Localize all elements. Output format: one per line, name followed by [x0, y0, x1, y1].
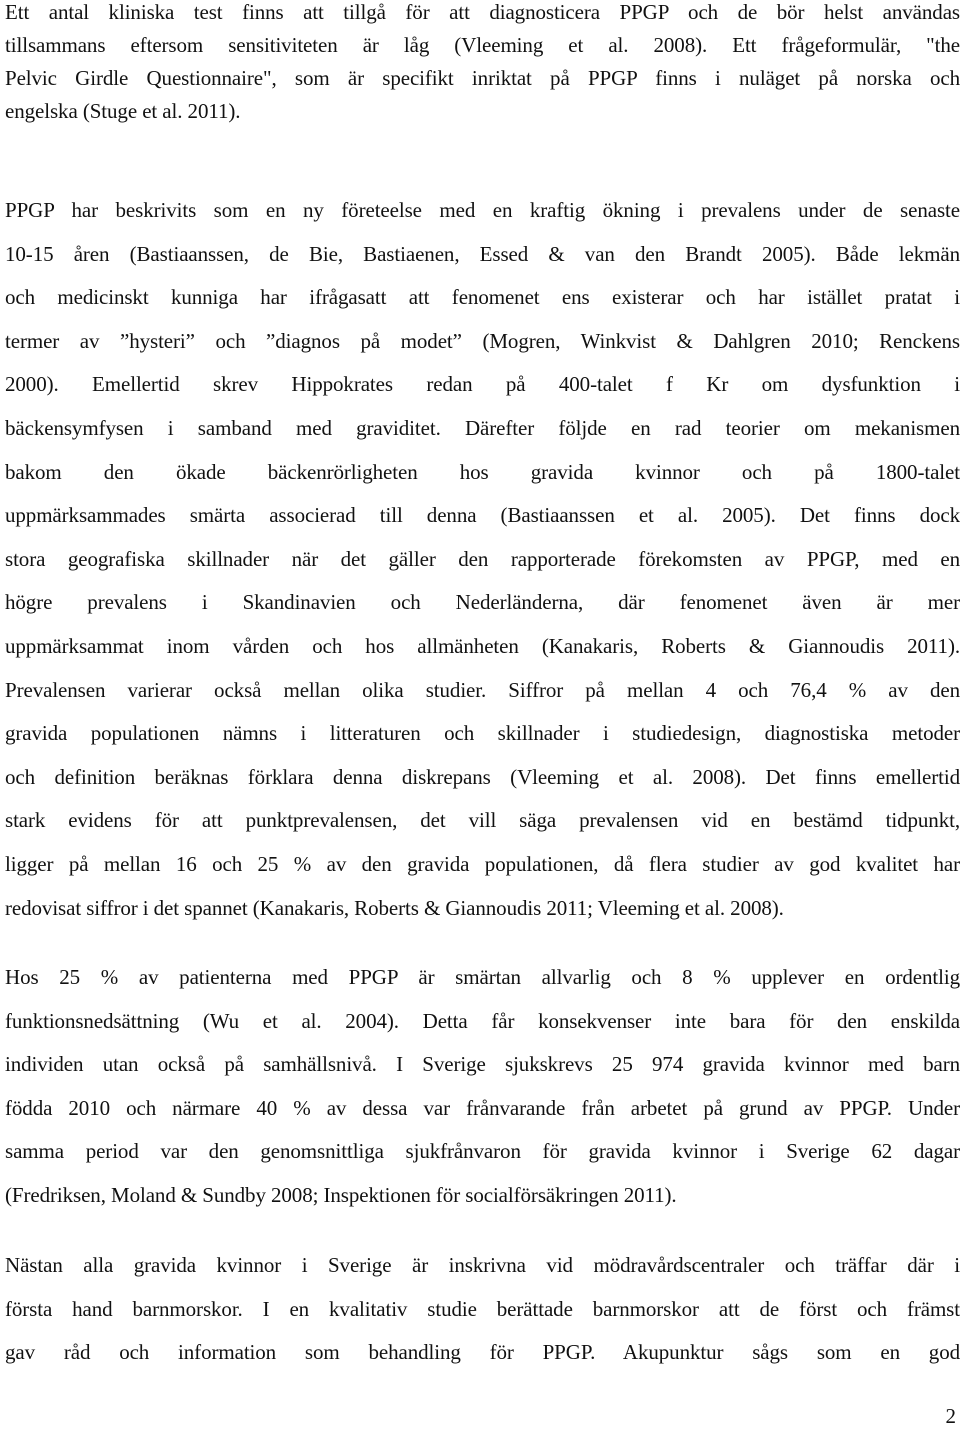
paragraph-consequences: [5, 965, 960, 1227]
text-line: engelska (Stuge et al. 2011).: [5, 99, 241, 123]
text-line: samma period var den genomsnittliga sjukfrånvaron för gravida kvinnor i Sverige 62 dagar: [5, 1139, 960, 1164]
text-line: (Fredriksen, Moland & Sundby 2008; Inspektionen för socialförsäkringen 2011).: [5, 1182, 677, 1207]
text-line: första hand barnmorskor. I en kvalitativ studie berättade barnmorskor att de först och främst: [5, 1296, 960, 1321]
text-line: bakom den ökade bäckenrörligheten hos gravida kvinnor och på 1800-talet: [5, 459, 960, 484]
text-line: tillsammans eftersom sensitiviteten är låg (Vleeming et al. 2008). Ett frågeformulär, "the: [5, 33, 960, 57]
text-line: gravida populationen nämns i litteraturen och skillnader i studiedesign, diagnostiska metoder: [5, 721, 960, 746]
text-line: och medicinskt kunniga har ifrågasatt att fenomenet ens existerar och har istället pratat i: [5, 285, 960, 310]
text-line: stora geografiska skillnader när det gäller den rapporterade förekomsten av PPGP, med en: [5, 546, 960, 571]
text-line: födda 2010 och närmare 40 % av dessa var frånvarande från arbetet på grund av PPGP. Under: [5, 1095, 960, 1120]
text-line: Prevalensen varierar också mellan olika studier. Siffror på mellan 4 och 76,4 % av den: [5, 677, 960, 702]
text-line: uppmärksammades smärta associerad till denna (Bastiaanssen et al. 2005). Det finns dock: [5, 503, 960, 528]
text-line: och definition beräknas förklara denna diskrepans (Vleeming et al. 2008). Det finns emellertid: [5, 764, 960, 789]
text-line: 2000). Emellertid skrev Hippokrates redan på 400-talet f Kr om dysfunktion i: [5, 372, 960, 397]
text-line: Pelvic Girdle Questionnaire", som är specifikt inriktat på PPGP finns i nuläget på norska och: [5, 66, 960, 90]
text-line: högre prevalens i Skandinavien och Nederländerna, där fenomenet även är mer: [5, 590, 960, 615]
text-line: funktionsnedsättning (Wu et al. 2004). Detta får konsekvenser inte bara för den enskilda: [5, 1008, 960, 1033]
text-line: termer av ”hysteri” och ”diagnos på modet” (Mogren, Winkvist & Dahlgren 2010; Renckens: [5, 328, 960, 353]
text-line: ligger på mellan 16 och 25 % av den gravida populationen, då flera studier av god kvalitet har: [5, 851, 960, 876]
page-number: 2: [945, 1404, 956, 1428]
text-line: PPGP har beskrivits som en ny företeelse med en kraftig ökning i prevalens under de senaste: [5, 198, 960, 222]
text-line: bäckensymfysen i samband med graviditet. Därefter följde en rad teorier om mekanismen: [5, 415, 960, 440]
paragraph-midwives: [5, 1253, 960, 1384]
text-line: gav råd och information som behandling för PPGP. Akupunktur sågs som en god: [5, 1340, 960, 1365]
text-line: uppmärksammat inom vården och hos allmänheten (Kanakaris, Roberts & Giannoudis 2011).: [5, 633, 960, 658]
text-line: stark evidens för att punktprevalensen, det vill säga prevalensen vid en bestämd tidpunkt,: [5, 808, 960, 833]
text-line: Nästan alla gravida kvinnor i Sverige är inskrivna vid mödravårdscentraler och träffar där i: [5, 1253, 960, 1277]
text-line: 10-15 åren (Bastiaanssen, de Bie, Bastiaenen, Essed & van den Brandt 2005). Både lekmän: [5, 241, 960, 266]
text-line: Hos 25 % av patienterna med PPGP är smärtan allvarlig och 8 % upplever en ordentlig: [5, 965, 960, 989]
text-line: redovisat siffror i det spannet (Kanakaris, Roberts & Giannoudis 2011; Vleeming et al. 2008).: [5, 895, 784, 920]
paragraph-prevalence: [5, 198, 960, 939]
text-line: Ett antal kliniska test finns att tillgå för att diagnosticera PPGP och de bör helst användas: [5, 0, 960, 24]
paragraph-clinical-tests: [5, 0, 960, 132]
text-line: individen utan också på samhällsnivå. I Sverige sjukskrevs 25 974 gravida kvinnor med barn: [5, 1052, 960, 1077]
